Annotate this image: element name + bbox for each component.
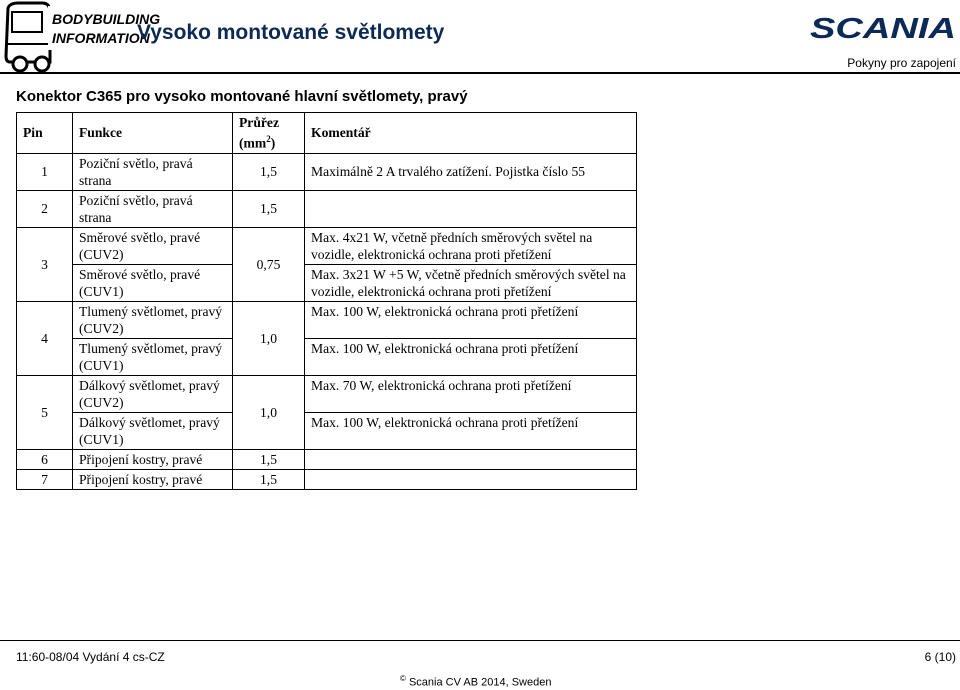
comment-cell: Max. 100 W, elektronická ochrana proti přetížení <box>305 412 637 449</box>
function-cell: Tlumený světlomet, pravý (CUV2) <box>73 301 233 338</box>
cross-section-cell: 1,5 <box>233 190 305 227</box>
comment-cell <box>305 449 637 469</box>
pin-cell: 1 <box>17 153 73 190</box>
document-id: 11:60-08/04 Vydání 4 cs-CZ <box>16 650 165 664</box>
pin-cell: 4 <box>17 301 73 375</box>
header-cross-section-text: Průřez (mm <box>239 115 279 151</box>
header-comment: Komentář <box>305 113 637 154</box>
table-row <box>17 227 637 264</box>
connector-pin-table <box>16 112 637 490</box>
cross-section-cell: 1,5 <box>233 153 305 190</box>
pin-cell: 7 <box>17 469 73 489</box>
copyright-symbol: © <box>400 674 406 683</box>
header-cross-section <box>233 113 305 154</box>
cross-section-cell: 1,0 <box>233 301 305 375</box>
header-pin: Pin <box>17 113 73 154</box>
function-cell: Směrové světlo, pravé (CUV1) <box>73 264 233 301</box>
function-cell: Poziční světlo, pravá strana <box>73 153 233 190</box>
function-cell: Připojení kostry, pravé <box>73 469 233 489</box>
header-cross-section-end: ) <box>270 135 276 151</box>
scania-logo <box>810 13 958 45</box>
bodybuilding-information-logo <box>2 0 161 76</box>
function-cell: Připojení kostry, pravé <box>73 449 233 469</box>
comment-cell: Max. 4x21 W, včetně předních směrových světel na vozidle, elektronická ochrana proti přetížení <box>305 227 637 264</box>
page-number: 6 (10) <box>924 650 956 664</box>
function-cell: Tlumený světlomet, pravý (CUV1) <box>73 338 233 375</box>
function-cell: Směrové světlo, pravé (CUV2) <box>73 227 233 264</box>
cross-section-cell: 0,75 <box>233 227 305 301</box>
header-divider <box>0 72 960 74</box>
document-title: Vysoko montované světlomety <box>137 21 445 44</box>
function-cell: Dálkový světlomet, pravý (CUV2) <box>73 375 233 412</box>
cross-section-cell: 1,0 <box>233 375 305 449</box>
table-row <box>17 190 637 227</box>
comment-cell: Max. 100 W, elektronická ochrana proti přetížení <box>305 301 637 338</box>
logo-text-line2: INFORMATION <box>52 30 150 46</box>
function-cell: Poziční světlo, pravá strana <box>73 190 233 227</box>
comment-cell <box>305 190 637 227</box>
comment-cell: Maximálně 2 A trvalého zatížení. Pojistka číslo 55 <box>305 153 637 190</box>
comment-cell: Max. 3x21 W +5 W, včetně předních směrových světel na vozidle, elektronická ochrana proti přetížení <box>305 264 637 301</box>
pin-cell: 5 <box>17 375 73 449</box>
pin-cell: 2 <box>17 190 73 227</box>
footer-divider <box>0 640 960 641</box>
cross-section-cell: 1,5 <box>233 449 305 469</box>
table-row <box>17 153 637 190</box>
pin-cell: 6 <box>17 449 73 469</box>
cross-section-cell: 1,5 <box>233 469 305 489</box>
pin-cell: 3 <box>17 227 73 301</box>
table-row <box>17 449 637 469</box>
document-subtitle: Pokyny pro zapojení <box>847 56 956 70</box>
table-header-row <box>17 113 637 154</box>
header-cross-section-sup: 2 <box>266 134 271 144</box>
table-row <box>17 469 637 489</box>
copyright-text: Scania CV AB 2014, Sweden <box>408 676 552 689</box>
function-cell: Dálkový světlomet, pravý (CUV1) <box>73 412 233 449</box>
header-function: Funkce <box>73 113 233 154</box>
copyright <box>400 674 551 689</box>
logo-text-line1: BODYBUILDING <box>52 11 161 27</box>
table-row <box>17 301 637 338</box>
table-row <box>17 412 637 449</box>
table-row <box>17 375 637 412</box>
section-title: Konektor C365 pro vysoko montované hlavní světlomety, pravý <box>16 88 468 105</box>
comment-cell: Max. 100 W, elektronická ochrana proti přetížení <box>305 338 637 375</box>
table-row <box>17 264 637 301</box>
comment-cell <box>305 469 637 489</box>
brand-text: SCANIA <box>810 13 956 45</box>
comment-cell: Max. 70 W, elektronická ochrana proti přetížení <box>305 375 637 412</box>
table-row <box>17 338 637 375</box>
